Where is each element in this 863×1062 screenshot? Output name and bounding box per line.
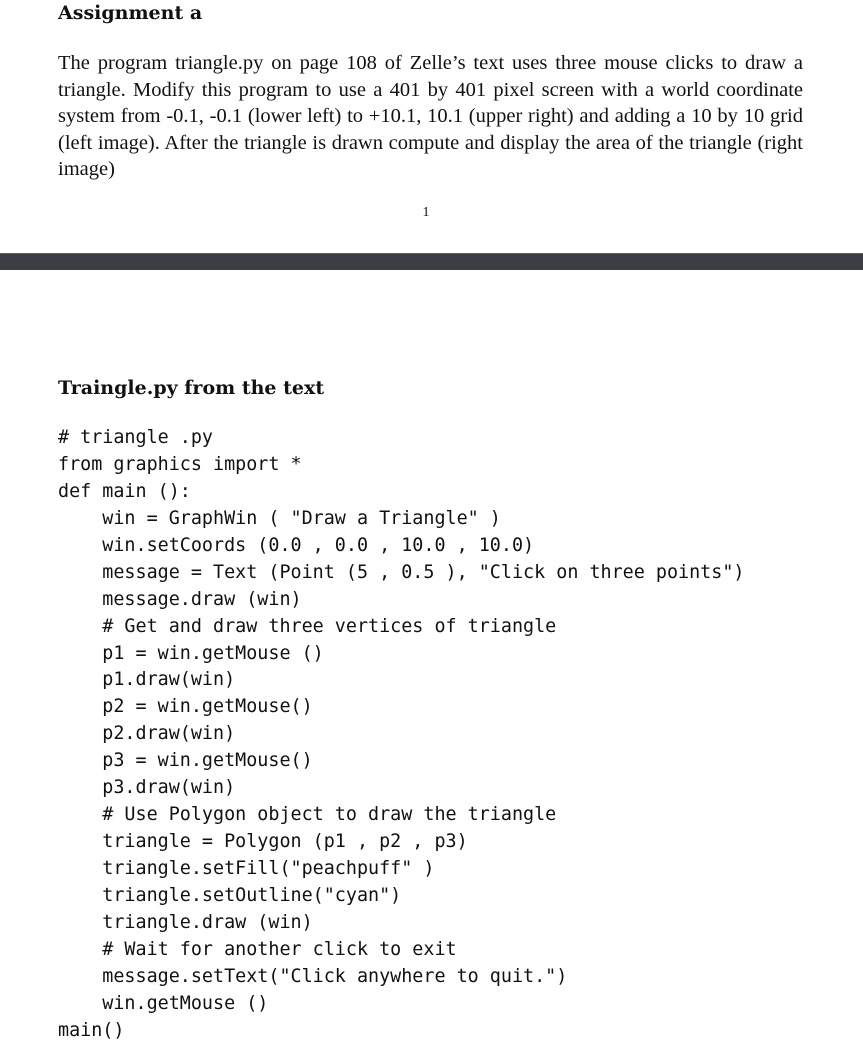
code-line: triangle.draw (win): [58, 911, 313, 933]
code-line: from graphics import *: [58, 453, 302, 475]
code-line: triangle.setOutline("cyan"): [58, 884, 402, 906]
code-line: message.draw (win): [58, 588, 302, 610]
code-line: triangle.setFill("peachpuff" ): [58, 858, 435, 879]
code-listing: [58, 425, 744, 1045]
assignment-heading: Assignment a: [58, 2, 203, 24]
code-line: def main ():: [58, 480, 191, 502]
code-line: p2.draw(win): [58, 723, 236, 745]
code-line: p1.draw(win): [58, 669, 236, 691]
code-line: win.setCoords (0.0 , 0.0 , 10.0 , 10.0): [58, 534, 535, 556]
code-line: p3.draw(win): [58, 777, 236, 799]
code-line: p3 = win.getMouse(): [58, 750, 313, 772]
code-line: main(): [58, 1019, 125, 1041]
code-line: # Wait for another click to exit: [58, 938, 457, 960]
assignment-paragraph: The program triangle.py on page 108 of Zelle’s text uses three mouse clicks to draw a triangle. Modify this program to use a 401 by 401 pixel screen with a world coordinate system from -0.1, -0.1 (lower left) to +10.1, 10.1 (upper right) and adding a 10 by 10 grid (left image). After the triangle is drawn compute and display the area of the triangle (right image): [58, 52, 803, 180]
code-line: # triangle .py: [58, 427, 214, 448]
code-line: win.getMouse (): [58, 992, 269, 1014]
document-page-2: [0, 270, 863, 1062]
code-line: # Get and draw three vertices of triangle: [58, 615, 557, 637]
code-line: win = GraphWin ( "Draw a Triangle" ): [58, 507, 501, 529]
code-line: p2 = win.getMouse(): [58, 696, 313, 718]
document-page-1: [0, 0, 863, 253]
page-number: 1: [422, 205, 430, 220]
page-separator: [0, 253, 863, 270]
code-line: # Use Polygon object to draw the triangle: [58, 804, 557, 826]
listing-heading: Traingle.py from the text: [58, 377, 325, 399]
code-line: p1 = win.getMouse (): [58, 642, 324, 664]
code-line: message = Text (Point (5 , 0.5 ), "Click on three points"): [58, 561, 745, 583]
code-line: message.setText("Click anywhere to quit."): [58, 965, 568, 987]
code-line: triangle = Polygon (p1 , p2 , p3): [58, 831, 468, 853]
